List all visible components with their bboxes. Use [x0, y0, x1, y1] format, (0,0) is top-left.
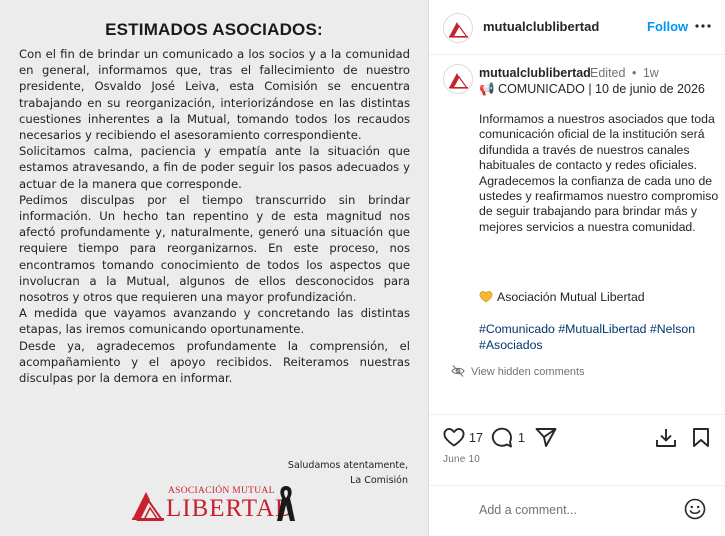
likes-count[interactable]: 17: [469, 431, 483, 445]
hashtag-link[interactable]: #Nelson: [649, 322, 696, 336]
mourning-ribbon-icon: [275, 483, 297, 523]
share-icon[interactable]: [535, 427, 557, 448]
comment-input[interactable]: [479, 500, 679, 520]
sign-commission: La Comisión: [350, 475, 408, 486]
view-hidden-comments[interactable]: [451, 364, 585, 378]
letter-paragraph: Solicitamos calma, paciencia y empatía ante la situación que estamos atravesando, a fin de poder seguir los pasos adecuados y actuar de la manera que corresponde.: [19, 144, 410, 191]
action-bar: [429, 414, 725, 458]
hashtags: [479, 322, 724, 353]
caption-text: [479, 112, 724, 235]
hashtag-link[interactable]: #Asociados: [479, 337, 543, 352]
caption-paragraph: Agradecemos la confianza de cada uno de ustedes y reafirmamos nuestro compromiso de seguir trabajando para brindar más y mejores servicios a nuestra comunidad.: [479, 173, 719, 234]
sign-greeting: Saludamos atentamente,: [287, 460, 408, 471]
caption-headline: 📢 COMUNICADO | 10 de junio de 2026: [479, 82, 705, 96]
logo-mark-icon: [448, 19, 470, 39]
logo-mark-icon: [130, 486, 166, 522]
yellow-heart-icon: [479, 290, 493, 303]
letter-title: ESTIMADOS ASOCIADOS:: [105, 20, 323, 39]
letter-signature: [288, 458, 408, 488]
hashtag-link[interactable]: #Comunicado: [479, 322, 555, 336]
comment-bar: [429, 485, 725, 536]
more-horizontal-icon[interactable]: [695, 18, 711, 34]
caption-meta: [590, 66, 659, 80]
logo-mark-icon: [448, 70, 470, 90]
header-username[interactable]: mutualclublibertad: [483, 19, 600, 34]
letter-paragraph: A medida que vayamos avanzando y concretando las distintas etapas, las iremos comunicando oportunamente.: [19, 306, 410, 337]
post-date[interactable]: June 10: [443, 454, 480, 465]
hashtag-link[interactable]: #MutualLibertad: [558, 322, 647, 336]
letter-body: [19, 46, 410, 386]
letter-paragraph: Desde ya, agradecemos profundamente la comprensión, el acompañamiento y el apoyo recibidos. Reiteramos nuestras disculpas por la demora en informar.: [19, 338, 410, 386]
caption-paragraph: Informamos a nuestros asociados que toda comunicación oficial de la institución será difundida a través de nuestros canales habituales de contacto y redes oficiales.: [479, 112, 715, 173]
meta-separator: •: [631, 66, 637, 80]
caption-avatar[interactable]: [443, 64, 473, 94]
bookmark-icon[interactable]: [692, 427, 710, 448]
avatar[interactable]: [443, 13, 473, 43]
edited-label: Edited: [590, 66, 626, 80]
post-age[interactable]: 1w: [642, 66, 659, 80]
logo-title: LIBERTAD: [166, 495, 295, 522]
emoji-icon[interactable]: [684, 498, 706, 520]
caption-username[interactable]: mutualclublibertad: [479, 66, 591, 80]
comments-count[interactable]: 1: [518, 431, 525, 445]
post-side-panel: [428, 0, 725, 536]
hidden-comments-label: View hidden comments: [471, 366, 585, 378]
post-header: [429, 0, 725, 55]
like-heart-icon[interactable]: [443, 427, 465, 447]
eye-off-icon: [451, 364, 465, 378]
comment-icon[interactable]: [491, 427, 513, 448]
signature-text: Asociación Mutual Libertad: [497, 290, 645, 304]
follow-button[interactable]: Follow: [647, 19, 689, 34]
download-icon[interactable]: [655, 427, 677, 448]
letter-paragraph: Pedimos disculpas por el tiempo transcurrido sin brindar información. Un hecho tan repentino y de esta magnitud nos afectó profundamente y, naturalmente, generó una situación que requiere tiempo para reorganizarnos. En este proceso, nos encontramos tomando conocimiento de todos los aspectos que involucran a la Mutual, algunos de ellos desconocidos para nosotros y otros que requieren una mayor profundización.: [19, 192, 410, 305]
logo-subtitle: ASOCIACIÓN MUTUAL: [168, 486, 275, 496]
caption-signature: [479, 290, 645, 304]
letter-paragraph: Con el fin de brindar un comunicado a los socios y a la comunidad en general, informamos que, tras el fallecimiento de nuestro presidente, Osvaldo José Leiva, esta Comisión se encuentra trabajando en su reorganización, interiorizándose en las distintas cuestiones inherentes a la Mutual, tomando todos los recaudos necesarios y recibiendo el asesoramiento correspondiente.: [19, 47, 410, 143]
